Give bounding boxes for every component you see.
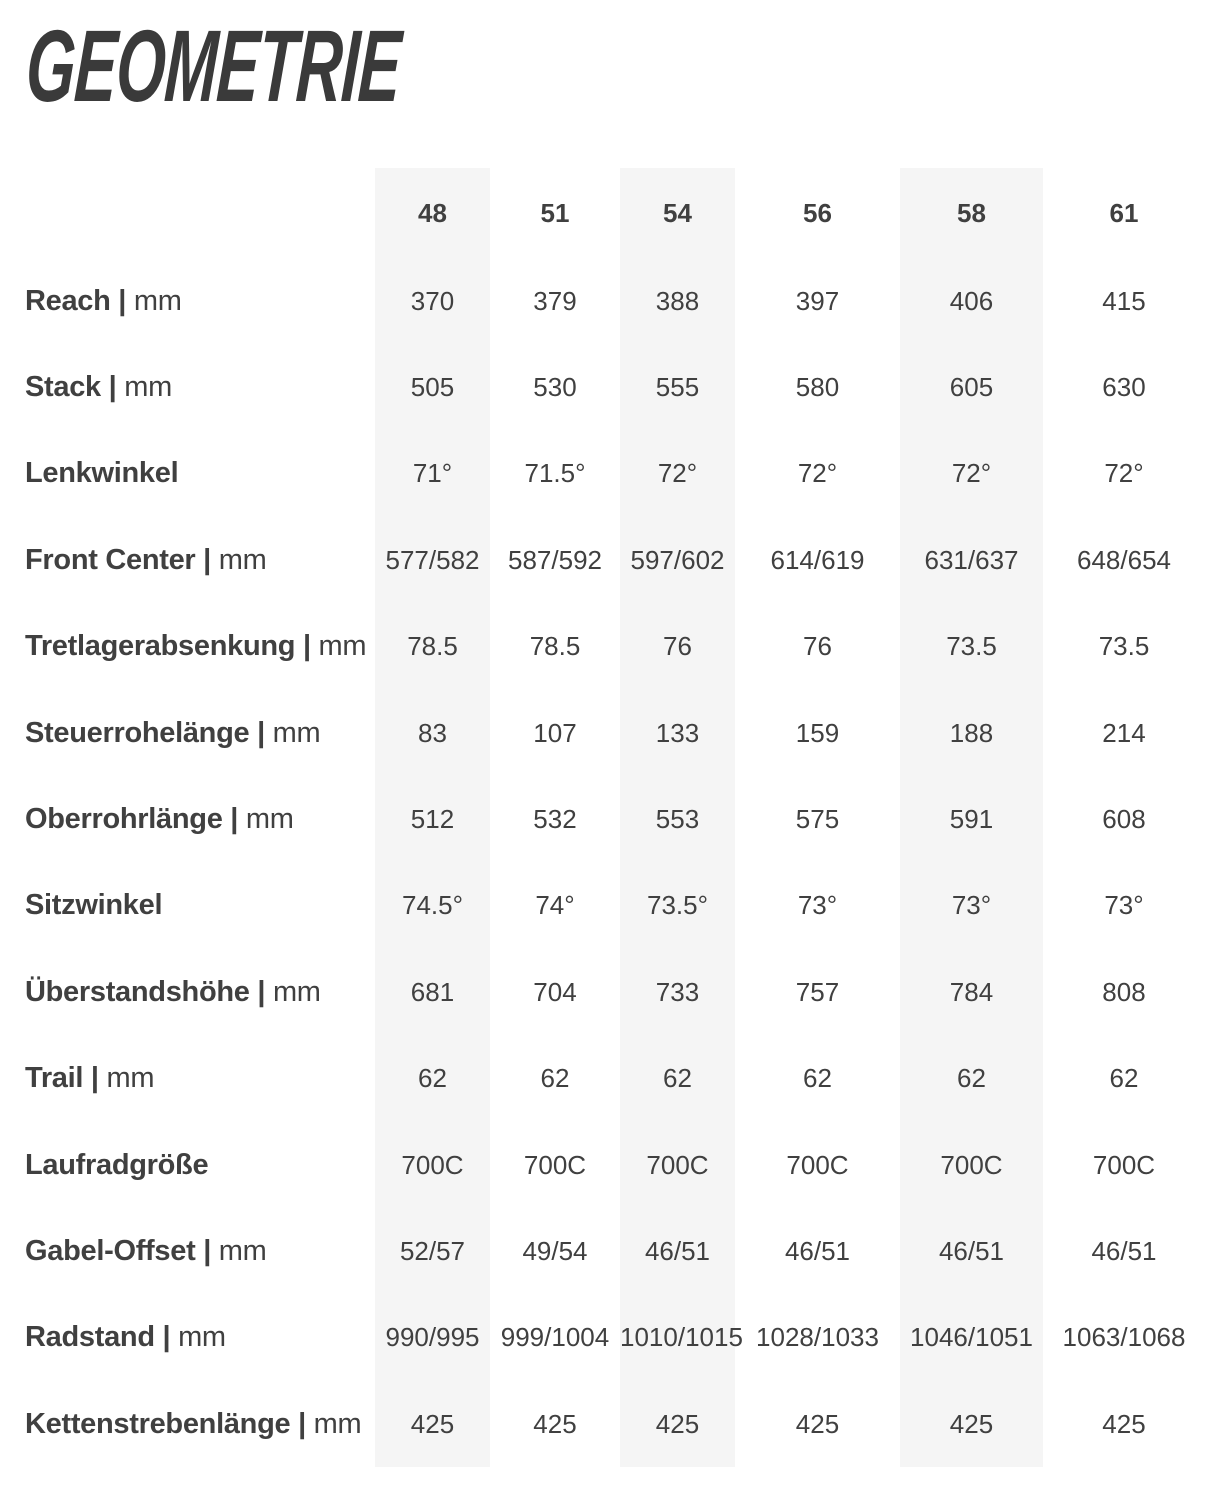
size-column-header-51: 51: [540, 197, 570, 228]
table-row: [0, 1208, 1205, 1294]
label-unit-separator: |: [295, 630, 319, 663]
value-cell-58-Radstand: 1046/1051: [900, 1295, 1043, 1381]
row-unit: mm: [272, 975, 321, 1008]
label-unit-separator: |: [249, 975, 273, 1008]
row-label-name: Lenkwinkel: [25, 457, 179, 490]
row-unit: mm: [218, 1234, 267, 1267]
row-label: [0, 1122, 375, 1208]
value-cell-61-Tretlagerabsenkung: 73.5: [1098, 631, 1150, 662]
row-label: [0, 431, 375, 517]
value-cell-61-Kettenstrebenlänge: 425: [1102, 1408, 1146, 1439]
row-label: [0, 776, 375, 862]
value-cell-54-Laufradgröße: 700C: [620, 1122, 735, 1208]
value-cell-56-Überstandshöhe: 757: [795, 976, 840, 1007]
value-cell-48-Lenkwinkel: 71°: [375, 431, 490, 517]
table-row: [0, 517, 1205, 603]
value-cell-61-Front Center: 648/654: [1077, 544, 1171, 575]
row-label-name: Stack: [25, 371, 101, 404]
value-cell-58-Tretlagerabsenkung: 73.5: [900, 604, 1043, 690]
value-cell-58-Gabel-Offset: 46/51: [900, 1208, 1043, 1294]
value-cell-58-Überstandshöhe: 784: [900, 949, 1043, 1035]
row-label-name: Überstandshöhe: [25, 975, 250, 1008]
size-column-header-56: 56: [803, 197, 832, 228]
row-label: [0, 1208, 375, 1294]
row-label: [0, 949, 375, 1035]
row-label-name: Trail: [25, 1062, 84, 1095]
value-cell-54-Stack: 555: [620, 344, 735, 430]
value-cell-61-Gabel-Offset: 46/51: [1091, 1235, 1157, 1266]
row-label-name: Kettenstrebenlänge: [25, 1407, 291, 1440]
table-row: [0, 863, 1205, 949]
value-cell-61-Überstandshöhe: 808: [1102, 976, 1146, 1007]
row-label-name: Radstand: [25, 1321, 155, 1354]
value-cell-51-Kettenstrebenlänge: 425: [533, 1408, 577, 1439]
value-cell-58-Trail: 62: [900, 1036, 1043, 1122]
row-unit: mm: [313, 1407, 362, 1440]
value-cell-54-Radstand: 1010/1015: [620, 1295, 735, 1381]
value-cell-61-Radstand: 1063/1068: [1062, 1322, 1186, 1353]
value-cell-51-Reach: 379: [533, 285, 577, 316]
value-cell-48-Front Center: 577/582: [375, 517, 490, 603]
label-unit-separator: |: [100, 371, 125, 404]
row-label: [0, 863, 375, 949]
value-cell-58-Stack: 605: [900, 344, 1043, 430]
value-cell-48-Überstandshöhe: 681: [375, 949, 490, 1035]
value-cell-56-Stack: 580: [795, 372, 840, 403]
row-label-name: Sitzwinkel: [25, 889, 163, 922]
value-cell-51-Gabel-Offset: 49/54: [522, 1235, 588, 1266]
value-cell-51-Überstandshöhe: 704: [533, 976, 577, 1007]
value-cell-48-Gabel-Offset: 52/57: [375, 1208, 490, 1294]
value-cell-58-Front Center: 631/637: [900, 517, 1043, 603]
value-cell-48-Oberrohrlänge: 512: [375, 776, 490, 862]
value-cell-54-Tretlagerabsenkung: 76: [620, 604, 735, 690]
value-cell-56-Sitzwinkel: 73°: [797, 890, 838, 921]
value-cell-48-Kettenstrebenlänge: 425: [375, 1381, 490, 1467]
value-cell-58-Steuerrohelänge: 188: [900, 690, 1043, 776]
page-title: [23, 9, 1205, 123]
table-row: [0, 1036, 1205, 1122]
value-cell-56-Gabel-Offset: 46/51: [784, 1235, 851, 1266]
value-cell-56-Lenkwinkel: 72°: [797, 458, 838, 489]
value-cell-61-Laufradgröße: 700C: [1092, 1149, 1156, 1180]
table-row: [0, 604, 1205, 690]
size-column-header-54: 54: [620, 168, 735, 258]
label-unit-separator: |: [195, 1234, 219, 1267]
header-spacer-cell: [0, 168, 375, 258]
row-label-name: Laufradgröße: [25, 1148, 209, 1181]
value-cell-54-Gabel-Offset: 46/51: [620, 1208, 735, 1294]
value-cell-54-Oberrohrlänge: 553: [620, 776, 735, 862]
value-cell-51-Oberrohrlänge: 532: [533, 804, 577, 835]
size-column-header-48: 48: [375, 168, 490, 258]
label-unit-separator: |: [154, 1321, 179, 1354]
row-label: [0, 604, 375, 690]
row-label-name: Front Center: [25, 543, 196, 576]
table-row: [0, 776, 1205, 862]
row-label: [0, 517, 375, 603]
value-cell-56-Oberrohrlänge: 575: [795, 804, 840, 835]
value-cell-54-Sitzwinkel: 73.5°: [620, 863, 735, 949]
value-cell-48-Tretlagerabsenkung: 78.5: [375, 604, 490, 690]
value-cell-48-Steuerrohelänge: 83: [375, 690, 490, 776]
table-row: [0, 1381, 1205, 1467]
label-unit-separator: |: [83, 1062, 107, 1095]
value-cell-54-Überstandshöhe: 733: [620, 949, 735, 1035]
value-cell-51-Stack: 530: [533, 372, 577, 403]
label-unit-separator: |: [249, 716, 273, 749]
row-unit: mm: [218, 543, 267, 576]
table-row: [0, 690, 1205, 776]
value-cell-61-Sitzwinkel: 73°: [1104, 890, 1144, 921]
row-unit: mm: [133, 284, 182, 317]
row-label-name: Gabel-Offset: [25, 1234, 196, 1267]
value-cell-56-Tretlagerabsenkung: 76: [803, 631, 832, 662]
label-unit-separator: |: [222, 803, 246, 836]
label-unit-separator: |: [195, 543, 219, 576]
value-cell-58-Reach: 406: [900, 258, 1043, 344]
value-cell-56-Front Center: 614/619: [770, 544, 865, 575]
value-cell-51-Radstand: 999/1004: [500, 1322, 610, 1353]
value-cell-54-Trail: 62: [620, 1036, 735, 1122]
row-unit: mm: [124, 371, 172, 404]
value-cell-56-Kettenstrebenlänge: 425: [795, 1408, 840, 1439]
row-label-name: Tretlagerabsenkung: [25, 630, 296, 663]
value-cell-48-Trail: 62: [375, 1036, 490, 1122]
value-cell-51-Lenkwinkel: 71.5°: [524, 458, 586, 489]
table-row: [0, 344, 1205, 430]
value-cell-58-Sitzwinkel: 73°: [900, 863, 1043, 949]
row-unit: mm: [318, 630, 367, 663]
row-unit: mm: [272, 716, 321, 749]
value-cell-56-Laufradgröße: 700C: [786, 1149, 849, 1180]
row-label: [0, 258, 375, 344]
value-cell-54-Kettenstrebenlänge: 425: [620, 1381, 735, 1467]
value-cell-48-Sitzwinkel: 74.5°: [375, 863, 490, 949]
row-unit: mm: [245, 803, 294, 836]
value-cell-48-Stack: 505: [375, 344, 490, 430]
row-label: [0, 344, 375, 430]
value-cell-58-Laufradgröße: 700C: [900, 1122, 1043, 1208]
row-label: [0, 1295, 375, 1381]
value-cell-58-Kettenstrebenlänge: 425: [900, 1381, 1043, 1467]
label-unit-separator: |: [110, 284, 134, 317]
value-cell-58-Oberrohrlänge: 591: [900, 776, 1043, 862]
label-unit-separator: |: [290, 1407, 314, 1440]
page-title-text: GEOMETRIE: [23, 9, 404, 123]
value-cell-61-Stack: 630: [1102, 372, 1146, 403]
row-label-name: Steuerrohelänge: [25, 716, 250, 749]
value-cell-58-Lenkwinkel: 72°: [900, 431, 1043, 517]
value-cell-61-Lenkwinkel: 72°: [1104, 458, 1144, 489]
row-label: [0, 1036, 375, 1122]
row-label-name: Reach: [25, 284, 111, 317]
value-cell-56-Radstand: 1028/1033: [756, 1322, 879, 1353]
value-cell-48-Reach: 370: [375, 258, 490, 344]
table-row: [0, 949, 1205, 1035]
row-label: [0, 690, 375, 776]
value-cell-56-Steuerrohelänge: 159: [795, 717, 840, 748]
value-cell-61-Trail: 62: [1109, 1063, 1139, 1094]
row-unit: mm: [106, 1062, 155, 1095]
value-cell-61-Steuerrohelänge: 214: [1102, 717, 1146, 748]
value-cell-51-Steuerrohelänge: 107: [533, 717, 577, 748]
row-label: [0, 1381, 375, 1467]
value-cell-51-Front Center: 587/592: [508, 544, 602, 575]
value-cell-51-Sitzwinkel: 74°: [535, 890, 575, 921]
table-row: [0, 431, 1205, 517]
row-unit: mm: [178, 1321, 226, 1354]
size-column-header-58: 58: [900, 168, 1043, 258]
value-cell-54-Lenkwinkel: 72°: [620, 431, 735, 517]
geometry-table: [0, 168, 1205, 1467]
value-cell-61-Oberrohrlänge: 608: [1102, 804, 1146, 835]
value-cell-48-Radstand: 990/995: [375, 1295, 490, 1381]
table-row: [0, 1122, 1205, 1208]
value-cell-61-Reach: 415: [1102, 285, 1146, 316]
value-cell-51-Trail: 62: [540, 1063, 570, 1094]
size-column-header-61: 61: [1109, 197, 1139, 228]
value-cell-51-Tretlagerabsenkung: 78.5: [529, 631, 581, 662]
table-row: [0, 258, 1205, 344]
value-cell-56-Trail: 62: [803, 1063, 832, 1094]
value-cell-56-Reach: 397: [795, 285, 840, 316]
value-cell-48-Laufradgröße: 700C: [375, 1122, 490, 1208]
value-cell-54-Reach: 388: [620, 258, 735, 344]
table-row: [0, 1295, 1205, 1381]
size-header-row: [0, 168, 1205, 258]
value-cell-54-Steuerrohelänge: 133: [620, 690, 735, 776]
row-label-name: Oberrohrlänge: [25, 803, 223, 836]
value-cell-54-Front Center: 597/602: [620, 517, 735, 603]
value-cell-51-Laufradgröße: 700C: [523, 1149, 587, 1180]
